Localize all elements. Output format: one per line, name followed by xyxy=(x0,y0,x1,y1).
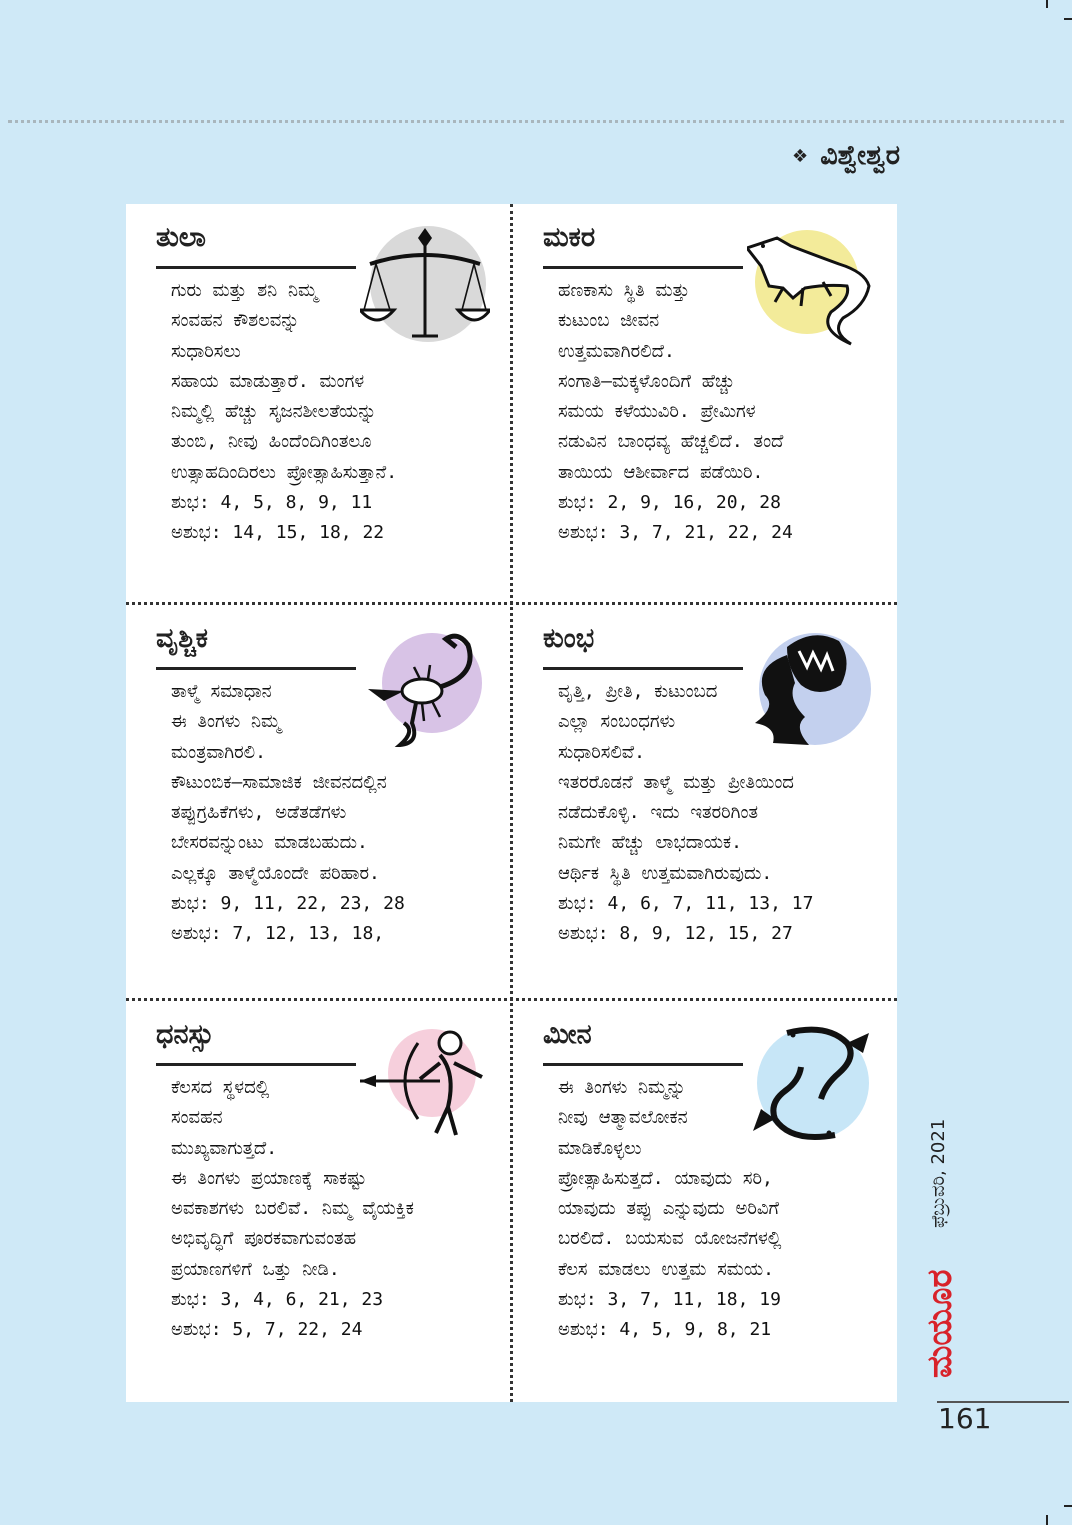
description-line: ಕೆಲಸ ಮಾಡಲು ಉತ್ತಮ ಸಮಯ. xyxy=(558,1258,774,1280)
crop-mark xyxy=(1064,1505,1072,1507)
lucky-dates: ಶುಭ: 9, 11, 22, 23, 28 xyxy=(171,893,405,915)
lucky-dates: ಶುಭ: 3, 4, 6, 21, 23 xyxy=(171,1289,384,1311)
description-line: ಹಣಕಾಸು ಸ್ಥಿತಿ ಮತ್ತು xyxy=(558,280,690,301)
lucky-dates: ಶುಭ: 4, 5, 8, 9, 11 xyxy=(171,492,373,514)
sign-description xyxy=(558,677,878,950)
sign-title: ಕುಂಭ xyxy=(543,623,595,654)
crop-mark xyxy=(1046,1515,1048,1525)
issue-date: ಫೆಬ್ರುವರಿ, 2021 xyxy=(928,1118,949,1228)
diamond-bullet-icon: ❖ xyxy=(792,145,809,167)
description-line: ವೃತ್ತಿ, ಪ್ರೀತಿ, ಕುಟುಂಬದ xyxy=(558,681,718,702)
sign-description xyxy=(558,276,878,549)
sign-title: ಧನಸ್ಸು xyxy=(156,1019,214,1050)
description-line: ಮುಖ್ಯವಾಗುತ್ತದೆ. xyxy=(171,1137,278,1159)
description-line: ಕುಟುಂಬ ಜೀವನ xyxy=(558,310,660,332)
description-line: ಕೌಟುಂಬಿಕ–ಸಾಮಾಜಿಕ ಜೀವನದಲ್ಲಿನ xyxy=(171,771,387,793)
sign-card-aquarius xyxy=(513,605,897,1003)
crop-mark xyxy=(1064,18,1072,20)
sign-title: ಮೀನ xyxy=(543,1019,592,1050)
description-line: ಮಂತ್ರವಾಗಿರಲಿ. xyxy=(171,741,266,763)
description-line: ಯಾವುದು ತಪ್ಪು ಎನ್ನುವುದು ಅರಿವಿಗೆ xyxy=(558,1198,779,1220)
description-line: ಸಹಾಯ ಮಾಡುತ್ತಾರೆ. ಮಂಗಳ xyxy=(171,370,365,392)
author-name: ವಿಶ್ವೇಶ್ವರ xyxy=(820,140,900,171)
sign-card-capricorn xyxy=(513,204,897,602)
description-line: ನಡುವಿನ ಬಾಂಧವ್ಯ ಹೆಚ್ಚಲಿದೆ. ತಂದೆ xyxy=(558,431,784,453)
description-line: ತುಂಬಿ, ನೀವು ಹಿಂದೆಂದಿಗಿಂತಲೂ xyxy=(171,431,372,453)
description-line: ಸಂಗಾತಿ–ಮಕ್ಕಳೊಂದಿಗೆ ಹೆಚ್ಚು xyxy=(558,370,735,392)
title-underline xyxy=(543,1063,743,1066)
description-line: ಇತರರೊಡನೆ ತಾಳ್ಮೆ ಮತ್ತು ಪ್ರೀತಿಯಿಂದ xyxy=(558,771,794,793)
description-line: ಉತ್ತಮವಾಗಿರಲಿದೆ. xyxy=(558,340,675,362)
description-line: ನಡೆದುಕೊಳ್ಳಿ. ಇದು ಇತರರಿಗಿಂತ xyxy=(558,802,758,824)
description-line: ಮಾಡಿಕೊಳ್ಳಲು xyxy=(558,1137,642,1159)
crop-mark xyxy=(1046,0,1048,8)
description-line: ಉತ್ಸಾಹದಿಂದಿರಲು ಪ್ರೋತ್ಸಾಹಿಸುತ್ತಾನೆ. xyxy=(171,461,398,483)
title-underline xyxy=(156,266,356,269)
sign-card-sagittarius xyxy=(126,1001,510,1399)
sign-description xyxy=(171,1073,491,1346)
description-line: ತಪ್ಪುಗ್ರಹಿಕೆಗಳು, ಅಡೆತಡೆಗಳು xyxy=(171,802,347,824)
unlucky-dates: ಅಶುಭ: 3, 7, 21, 22, 24 xyxy=(558,522,793,544)
sign-description xyxy=(171,677,491,950)
description-line: ಎಲ್ಲಕ್ಕೂ ತಾಳ್ಮೆಯೊಂದೇ ಪರಿಹಾರ. xyxy=(171,862,380,884)
unlucky-dates: ಅಶುಭ: 4, 5, 9, 8, 21 xyxy=(558,1319,772,1341)
description-line: ಅವಕಾಶಗಳು ಬರಲಿವೆ. ನಿಮ್ಮ ವೈಯಕ್ತಿಕ xyxy=(171,1198,414,1220)
description-line: ಪ್ರೋತ್ಸಾಹಿಸುತ್ತದೆ. ಯಾವುದು ಸರಿ, xyxy=(558,1167,773,1189)
description-line: ತಾಳ್ಮೆ ಸಮಾಧಾನ xyxy=(171,681,272,702)
sign-card-scorpio xyxy=(126,605,510,1003)
unlucky-dates: ಅಶುಭ: 5, 7, 22, 24 xyxy=(171,1319,363,1341)
description-line: ನೀವು ಆತ್ಮಾವಲೋಕನ xyxy=(558,1107,688,1129)
lucky-dates: ಶುಭ: 2, 9, 16, 20, 28 xyxy=(558,492,781,514)
sign-card-pisces xyxy=(513,1001,897,1399)
description-line: ಈ ತಿಂಗಳು ಪ್ರಯಾಣಕ್ಕೆ ಸಾಕಷ್ಟು xyxy=(171,1167,367,1189)
description-line: ತಾಯಿಯ ಆಶೀರ್ವಾದ ಪಡೆಯಿರಿ. xyxy=(558,461,764,483)
description-line: ಕೆಲಸದ ಸ್ಥಳದಲ್ಲಿ xyxy=(171,1077,270,1098)
magazine-masthead: ಮಯೂರ xyxy=(920,1269,960,1378)
description-line: ಸಂವಹನ xyxy=(171,1107,223,1129)
author-byline xyxy=(792,140,900,172)
description-line: ಸಮಯ ಕಳೆಯುವಿರಿ. ಪ್ರೇಮಿಗಳ xyxy=(558,401,756,423)
description-line: ಆರ್ಥಿಕ ಸ್ಥಿತಿ ಉತ್ತಮವಾಗಿರುವುದು. xyxy=(558,862,773,884)
top-dotted-divider xyxy=(8,120,1064,123)
sign-description xyxy=(171,276,491,549)
description-line: ಈ ತಿಂಗಳು ನಿಮ್ಮನ್ನು xyxy=(558,1077,686,1098)
description-line: ಈ ತಿಂಗಳು ನಿಮ್ಮ xyxy=(171,711,281,733)
description-line: ನಿಮಗೇ ಹೆಚ್ಚು ಲಾಭದಾಯಕ. xyxy=(558,832,742,854)
sign-card-libra xyxy=(126,204,510,602)
lucky-dates: ಶುಭ: 3, 7, 11, 18, 19 xyxy=(558,1289,781,1311)
unlucky-dates: ಅಶುಭ: 14, 15, 18, 22 xyxy=(171,522,385,544)
description-line: ಸಂವಹನ ಕೌಶಲವನ್ನು xyxy=(171,310,300,332)
lucky-dates: ಶುಭ: 4, 6, 7, 11, 13, 17 xyxy=(558,893,814,915)
description-line: ಎಲ್ಲಾ ಸಂಬಂಧಗಳು xyxy=(558,711,676,733)
sign-title: ವೃಶ್ಚಿಕ xyxy=(156,623,208,654)
description-line: ಸುಧಾರಿಸಲಿವೆ. xyxy=(558,741,645,763)
sign-description xyxy=(558,1073,878,1346)
unlucky-dates: ಅಶುಭ: 7, 12, 13, 18, xyxy=(171,923,385,945)
title-underline xyxy=(156,1063,356,1066)
title-underline xyxy=(543,266,743,269)
description-line: ಬೇಸರವನ್ನುಂಟು ಮಾಡಬಹುದು. xyxy=(171,832,368,854)
description-line: ಗುರು ಮತ್ತು ಶನಿ ನಿಮ್ಮ xyxy=(171,280,318,301)
unlucky-dates: ಅಶುಭ: 8, 9, 12, 15, 27 xyxy=(558,923,793,945)
page-number: 161 xyxy=(938,1402,992,1435)
sign-title: ಮಕರ xyxy=(543,222,596,253)
description-line: ಪ್ರಯಾಣಗಳಿಗೆ ಒತ್ತು ನೀಡಿ. xyxy=(171,1258,340,1280)
description-line: ಬರಲಿದೆ. ಬಯಸುವ ಯೋಜನೆಗಳಲ್ಲಿ xyxy=(558,1228,782,1250)
horoscope-panel xyxy=(126,204,897,1402)
description-line: ಅಭಿವೃದ್ಧಿಗೆ ಪೂರಕವಾಗುವಂತಹ xyxy=(171,1228,357,1250)
description-line: ನಿಮ್ಮಲ್ಲಿ ಹೆಚ್ಚು ಸೃಜನಶೀಲತೆಯನ್ನು xyxy=(171,401,377,423)
description-line: ಸುಧಾರಿಸಲು xyxy=(171,340,241,362)
title-underline xyxy=(156,667,356,670)
sign-title: ತುಲಾ xyxy=(156,222,206,253)
title-underline xyxy=(543,667,743,670)
